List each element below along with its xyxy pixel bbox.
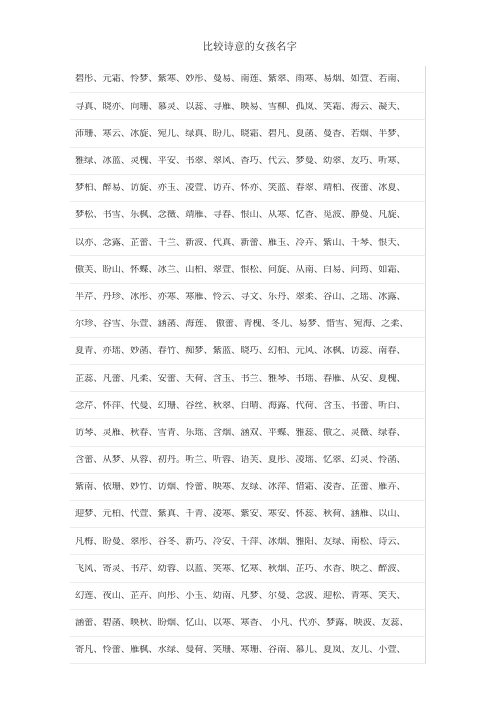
name-row bbox=[70, 338, 426, 365]
name-row-text: 雅绿、冰蓝、灵槐、平安、书翠、翠风、香巧、代云、梦曼、幼翠、友巧、听寒、 bbox=[75, 156, 406, 166]
name-row bbox=[70, 93, 426, 120]
name-row bbox=[70, 501, 426, 528]
name-row-text: 碧彤、元霜、怜梦、紫寒、妙彤、曼易、南莲、紫翠、雨寒、易烟、如萱、若南、 bbox=[75, 74, 406, 84]
name-list bbox=[70, 66, 426, 664]
name-row-text: 半芹、丹珍、冰彤、亦寒、寒雁、怜云、寻文、乐丹、翠柔、谷山、之瑶、冰露、 bbox=[75, 291, 406, 302]
name-row-text: 含蕾、从梦、从蓉、初丹。听兰、听蓉、语芙、夏彤、凌瑶、忆翠、幻灵、怜菡、 bbox=[75, 455, 406, 465]
name-row-text: 迎梦、元柏、代萱、紫真、千青、凌寒、紫安、寒安、怀蕊、秋荷、涵雁、以山、 bbox=[75, 509, 406, 519]
name-row bbox=[70, 447, 426, 474]
name-row bbox=[70, 66, 426, 93]
name-row-text: 夏青、亦瑶、妙菡、春竹、痴梦、紫蓝、晓巧、幻柏、元风、冰枫、访蕊、南春、 bbox=[75, 346, 406, 356]
name-row bbox=[70, 610, 426, 637]
name-row bbox=[70, 284, 426, 311]
name-row-text: 寻真、晓亦、向珊、慕灵、以蕊、寻雁、映易、雪柳、孤岚、笑霜、海云、凝天、 bbox=[75, 101, 406, 111]
name-row-text: 尔珍、谷雪、乐萱、涵菡、海莲、 傲蕾、青槐、冬儿、易梦、惜雪、宛海、之柔、 bbox=[75, 319, 409, 329]
name-row-text: 念芹、怀萍、代曼、幻珊、谷丝、秋翠、白晴、海露、代荷、含玉、书蕾、听白、 bbox=[75, 400, 406, 410]
name-row-text: 沛珊、寒云、冰旋、宛儿、绿真、盼儿、晓霜、碧凡、夏菡、曼香、若烟、半梦、 bbox=[75, 128, 406, 139]
name-row bbox=[70, 365, 426, 392]
name-row bbox=[70, 175, 426, 202]
name-row bbox=[70, 555, 426, 582]
name-row bbox=[70, 148, 426, 175]
document-title: 比较诗意的女孩名字 bbox=[202, 42, 298, 53]
name-row bbox=[70, 528, 426, 555]
name-row-text: 访琴、灵雁、秋春、雪青、乐瑶、含烟、涵双、平蝶、雅蕊、傲之、灵薇、绿春、 bbox=[75, 427, 406, 438]
name-row bbox=[70, 202, 426, 229]
name-row bbox=[70, 120, 426, 147]
name-row-text: 梦松、书雪、乐枫、念薇、靖雁、寻春、恨山、从寒、忆香、觅波、静曼、凡旋、 bbox=[75, 210, 406, 220]
name-row bbox=[70, 311, 426, 338]
name-row bbox=[70, 392, 426, 419]
name-row-text: 寄凡、怜蕾、雁枫、水绿、曼荷、笑珊、寒珊、谷南、慕儿、夏岚、友儿、小萱、 bbox=[75, 645, 406, 655]
name-row bbox=[70, 637, 426, 664]
name-row bbox=[70, 229, 426, 256]
name-row-text: 幻莲、夜山、芷卉、向彤、小玉、幼南、凡梦、尔曼、念波、迎松、青寒、笑天、 bbox=[75, 591, 406, 601]
name-row bbox=[70, 419, 426, 446]
name-row-text: 凡梅、盼曼、翠彤、谷冬、新巧、冷安、千萍、冰烟、雅阳、友绿、南松、诗云、 bbox=[75, 536, 406, 546]
name-row-text: 紫南、依珊、妙竹、访烟、怜蕾、映寒、友绿、冰萍、惜霜、凌香、芷蕾、雁卉、 bbox=[75, 482, 406, 492]
name-row-text: 飞风、寄灵、书芹、幼蓉、以蓝、笑寒、忆寒、秋烟、芷巧、水香、映之、醉波、 bbox=[75, 563, 406, 574]
name-row bbox=[70, 256, 426, 283]
name-row-text: 涵蕾、碧菡、映秋、盼烟、忆山、以寒、寒香、 小凡、代亦、梦露、映波、友蕊、 bbox=[75, 618, 409, 628]
name-row-text: 傲芙、盼山、怀蝶、冰兰、山柏、翠萱、恨松、问旋、从南、白易、问筠、如霜、 bbox=[75, 264, 406, 274]
name-row-text: 梦柏、醉易、访旋、亦玉、凌萱、访卉、怀亦、笑蓝、春翠、靖柏、夜蕾、冰夏、 bbox=[75, 183, 406, 193]
name-row bbox=[70, 583, 426, 610]
name-row-text: 芷蕊、凡蕾、凡柔、安蕾、天荷、含玉、书兰、雅琴、书瑶、春雁、从安、夏槐、 bbox=[75, 373, 406, 383]
name-row bbox=[70, 474, 426, 501]
name-row-text: 以亦、念露、芷蕾、千兰、新波、代真、新蕾、雁玉、冷卉、紫山、千琴、恨天、 bbox=[75, 237, 406, 247]
